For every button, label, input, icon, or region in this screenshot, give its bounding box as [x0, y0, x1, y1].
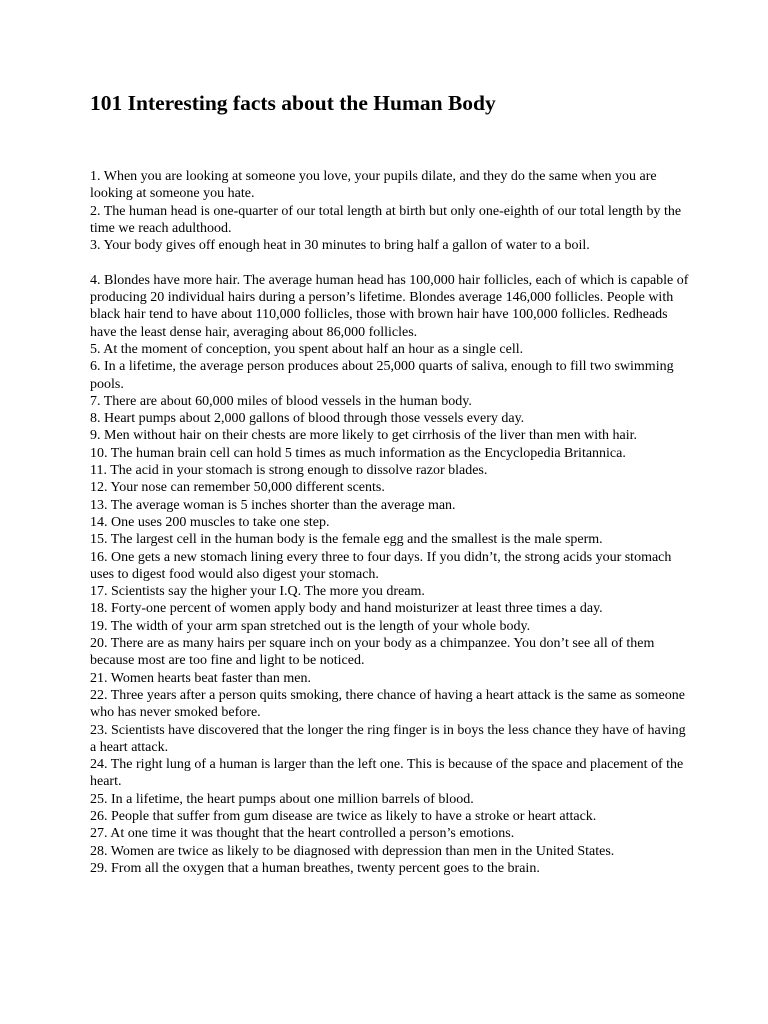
fact-item: 5. At the moment of conception, you spent about half an hour as a single cell.: [90, 341, 524, 357]
fact-item: 21. Women hearts beat faster than men.: [90, 670, 311, 686]
fact-item: 24. The right lung of a human is larger than the left one. This is because of the space and placement of the heart.: [90, 757, 684, 790]
fact-item: 4. Blondes have more hair. The average human head has 100,000 hair follicles, each of which is capable of producing 20 individual hairs during a person’s lifetime. Blondes average 146,000 follicles. People with black hair tend to have about 110,000 follicles, those with brown hair have 100,000 follicles. Redheads have the least dense hair, averaging about 86,000 follicles.: [90, 272, 689, 340]
fact-item: 18. Forty-one percent of women apply body and hand moisturizer at least three times a day.: [90, 601, 603, 617]
facts-list: [90, 168, 690, 877]
fact-item: 25. In a lifetime, the heart pumps about one million barrels of blood.: [90, 791, 474, 807]
fact-item: 9. Men without hair on their chests are more likely to get cirrhosis of the liver than men with hair.: [90, 428, 638, 444]
fact-item: 15. The largest cell in the human body is the female egg and the smallest is the male sperm.: [90, 532, 603, 548]
fact-item: 12. Your nose can remember 50,000 different scents.: [90, 480, 385, 496]
fact-item: 7. There are about 60,000 miles of blood vessels in the human body.: [90, 393, 472, 409]
fact-item: 26. People that suffer from gum disease are twice as likely to have a stroke or heart attack.: [90, 808, 597, 824]
fact-item: 20. There are as many hairs per square inch on your body as a chimpanzee. You don’t see all of them because most are too fine and light to be noticed.: [90, 636, 655, 669]
fact-item: 3. Your body gives off enough heat in 30 minutes to bring half a gallon of water to a boil.: [90, 238, 590, 254]
fact-item: 19. The width of your arm span stretched out is the length of your whole body.: [90, 618, 531, 634]
fact-item: 13. The average woman is 5 inches shorter than the average man.: [90, 497, 456, 513]
fact-item: 16. One gets a new stomach lining every three to four days. If you didn’t, the strong acids your stomach uses to digest food would also digest your stomach.: [90, 549, 672, 582]
document-title: 101 Interesting facts about the Human Body: [90, 91, 496, 115]
fact-item: 2. The human head is one-quarter of our total length at birth but only one-eighth of our total length by the time we reach adulthood.: [90, 203, 682, 236]
fact-item: 1. When you are looking at someone you love, your pupils dilate, and they do the same when you are looking at someone you hate.: [90, 169, 657, 202]
fact-item: 17. Scientists say the higher your I.Q. The more you dream.: [90, 584, 425, 600]
fact-item: 27. At one time it was thought that the heart controlled a person’s emotions.: [90, 826, 515, 842]
fact-item: 8. Heart pumps about 2,000 gallons of blood through those vessels every day.: [90, 411, 525, 427]
fact-item: 6. In a lifetime, the average person produces about 25,000 quarts of saliva, enough to fill two swimming pools.: [90, 359, 674, 392]
fact-item: 29. From all the oxygen that a human breathes, twenty percent goes to the brain.: [90, 860, 540, 876]
fact-item: 14. One uses 200 muscles to take one step.: [90, 514, 330, 530]
fact-item: 11. The acid in your stomach is strong enough to dissolve razor blades.: [90, 463, 488, 479]
fact-item: 10. The human brain cell can hold 5 times as much information as the Encyclopedia Britannica.: [90, 445, 626, 461]
fact-item: 22. Three years after a person quits smoking, there chance of having a heart attack is the same as someone who has never smoked before.: [90, 687, 685, 721]
fact-item: 28. Women are twice as likely to be diagnosed with depression than men in the United States.: [90, 843, 615, 859]
fact-item: 23. Scientists have discovered that the longer the ring finger is in boys the less chance they have of having a heart attack.: [90, 722, 686, 755]
